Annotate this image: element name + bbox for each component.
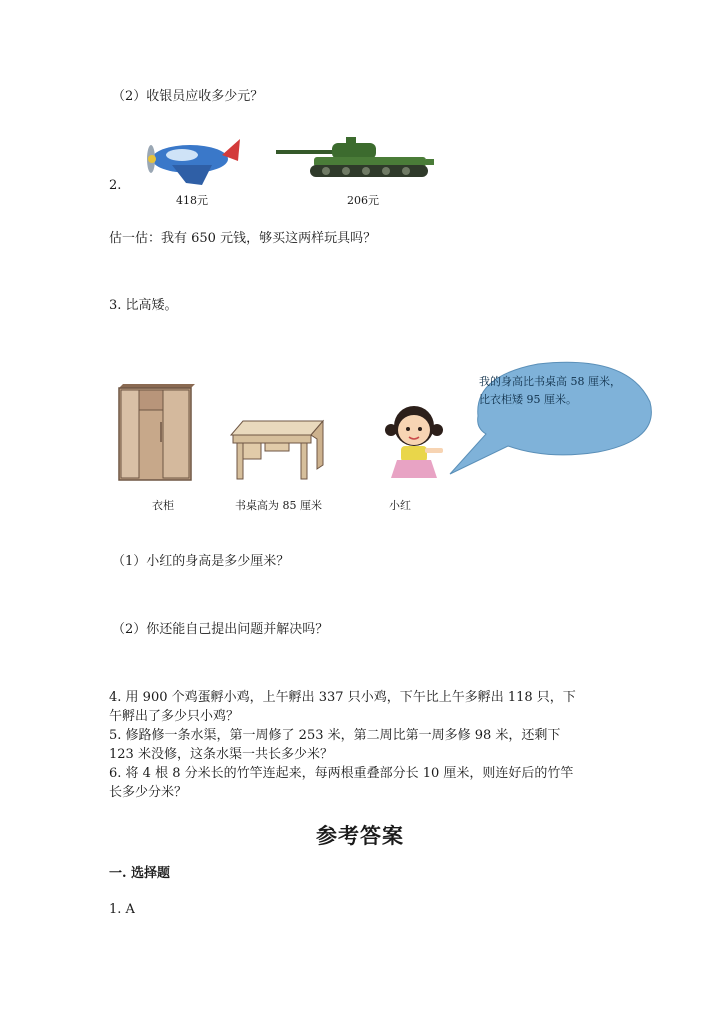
problem-6-line2: 长多少分米？ <box>109 785 188 800</box>
bubble-line2: 比衣柜矮 95 厘米。 <box>479 393 577 406</box>
q3-sub1: （1）小红的身高是多少厘米？ <box>112 554 290 569</box>
q3-title: 3. 比高矮。 <box>109 298 178 313</box>
problem-6-line1: 6. 将 4 根 8 分米长的竹竿连起来，每两根重叠部分长 10 厘米，则连好后的竹竿 <box>109 766 574 781</box>
problem-5-line2: 123 米没修，这条水渠一共长多少米？ <box>109 747 333 762</box>
bubble-line1: 我的身高比书桌高 58 厘米， <box>479 375 621 388</box>
problem-4-line2: 午孵出了多少只小鸡？ <box>109 709 240 724</box>
plane-illustration <box>142 133 242 189</box>
desk-illustration <box>229 419 325 481</box>
caption-desk: 书桌高为 85 厘米 <box>235 499 322 512</box>
caption-girl: 小红 <box>389 499 411 512</box>
tank-price: 206元 <box>347 194 379 207</box>
q2-sub2: （2）收银员应收多少元？ <box>112 89 264 104</box>
tank-illustration <box>276 133 436 181</box>
answer-1: 1. A <box>109 902 135 917</box>
q3-sub2: （2）你还能自己提出问题并解决吗？ <box>112 622 329 637</box>
wardrobe-illustration <box>115 382 195 482</box>
plane-price: 418元 <box>176 194 208 207</box>
q2-estimate: 估一估：我有 650 元钱，够买这两样玩具吗？ <box>109 231 377 246</box>
problem-4-line1: 4. 用 900 个鸡蛋孵小鸡，上午孵出 337 只小鸡，下午比上午多孵出 118 只，下 <box>109 690 576 705</box>
caption-wardrobe: 衣柜 <box>152 499 174 512</box>
answers-section-1: 一. 选择题 <box>109 866 171 881</box>
problem-5-line1: 5. 修路修一条水渠，第一周修了 253 米，第二周比第一周多修 98 米，还剩下 <box>109 728 561 743</box>
q2-number: 2. <box>109 178 122 193</box>
answers-heading: 参考答案 <box>316 823 404 848</box>
